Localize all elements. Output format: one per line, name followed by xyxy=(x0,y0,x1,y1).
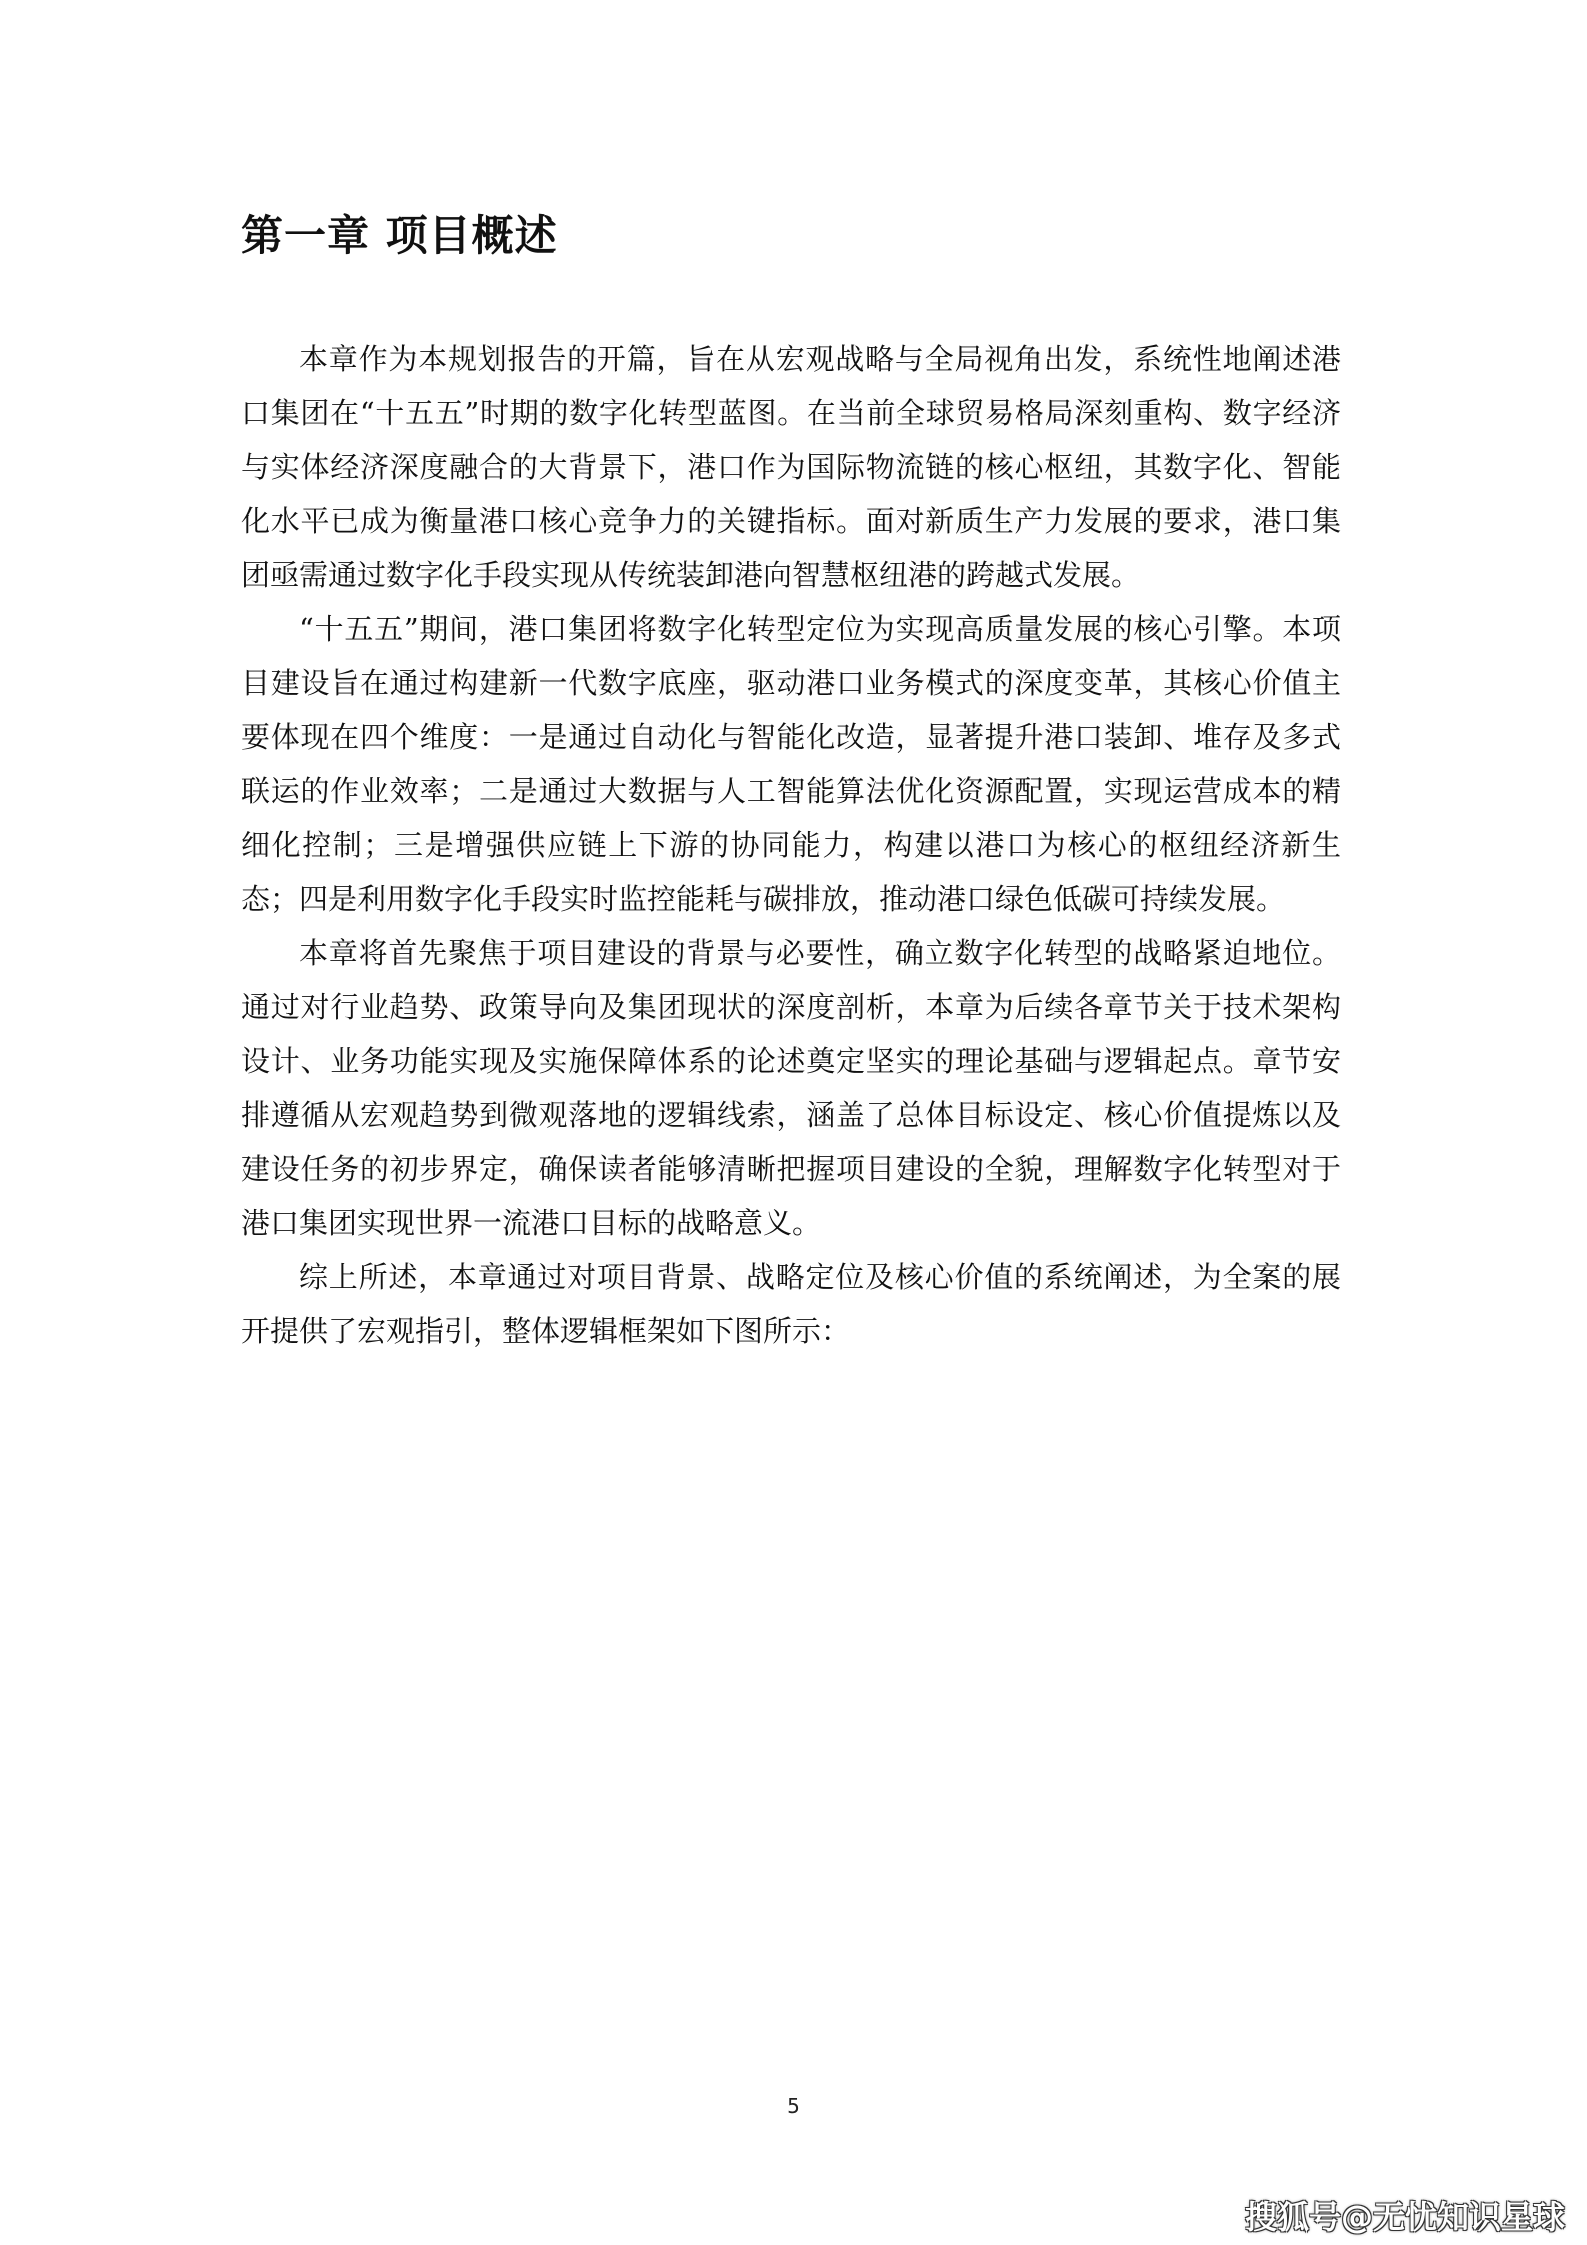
page-number: 5 xyxy=(787,2094,800,2118)
paragraph-intro: 本章作为本规划报告的开篇，旨在从宏观战略与全局视角出发，系统性地阐述港口集团在“十五五”时期的数字化转型蓝图。在当前全球贸易格局深刻重构、数字经济与实体经济深度融合的大背景下，港口作为国际物流链的核心枢纽，其数字化、智能化水平已成为衡量港口核心竞争力的关键指标。面对新质生产力发展的要求，港口集团亟需通过数字化手段实现从传统装卸港向智慧枢纽港的跨越式发展。 xyxy=(241,342,1341,592)
chapter-title: 第一章 项目概述 xyxy=(241,211,558,260)
paragraph-summary: 综上所述，本章通过对项目背景、战略定位及核心价值的系统阐述，为全案的展开提供了宏观指引，整体逻辑框架如下图所示： xyxy=(241,1260,1341,1348)
paragraph-core-value: “十五五”期间，港口集团将数字化转型定位为实现高质量发展的核心引擎。本项目建设旨在通过构建新一代数字底座，驱动港口业务模式的深度变革，其核心价值主要体现在四个维度：一是通过自动化与智能化改造，显著提升港口装卸、堆存及多式联运的作业效率；二是通过大数据与人工智能算法优化资源配置，实现运营成本的精细化控制；三是增强供应链上下游的协同能力，构建以港口为核心的枢纽经济新生态；四是利用数字化手段实时监控能耗与碳排放，推动港口绿色低碳可持续发展。 xyxy=(241,612,1341,916)
watermark: 搜狐号@无忧知识星球 xyxy=(1244,2198,1565,2236)
paragraph-structure: 本章将首先聚焦于项目建设的背景与必要性，确立数字化转型的战略紧迫地位。通过对行业趋势、政策导向及集团现状的深度剖析，本章为后续各章节关于技术架构设计、业务功能实现及实施保障体系的论述奠定坚实的理论基础与逻辑起点。章节安排遵循从宏观趋势到微观落地的逻辑线索，涵盖了总体目标设定、核心价值提炼以及建设任务的初步界定，确保读者能够清晰把握项目建设的全貌，理解数字化转型对于港口集团实现世界一流港口目标的战略意义。 xyxy=(241,936,1341,1240)
chapter-body xyxy=(241,332,1341,1358)
